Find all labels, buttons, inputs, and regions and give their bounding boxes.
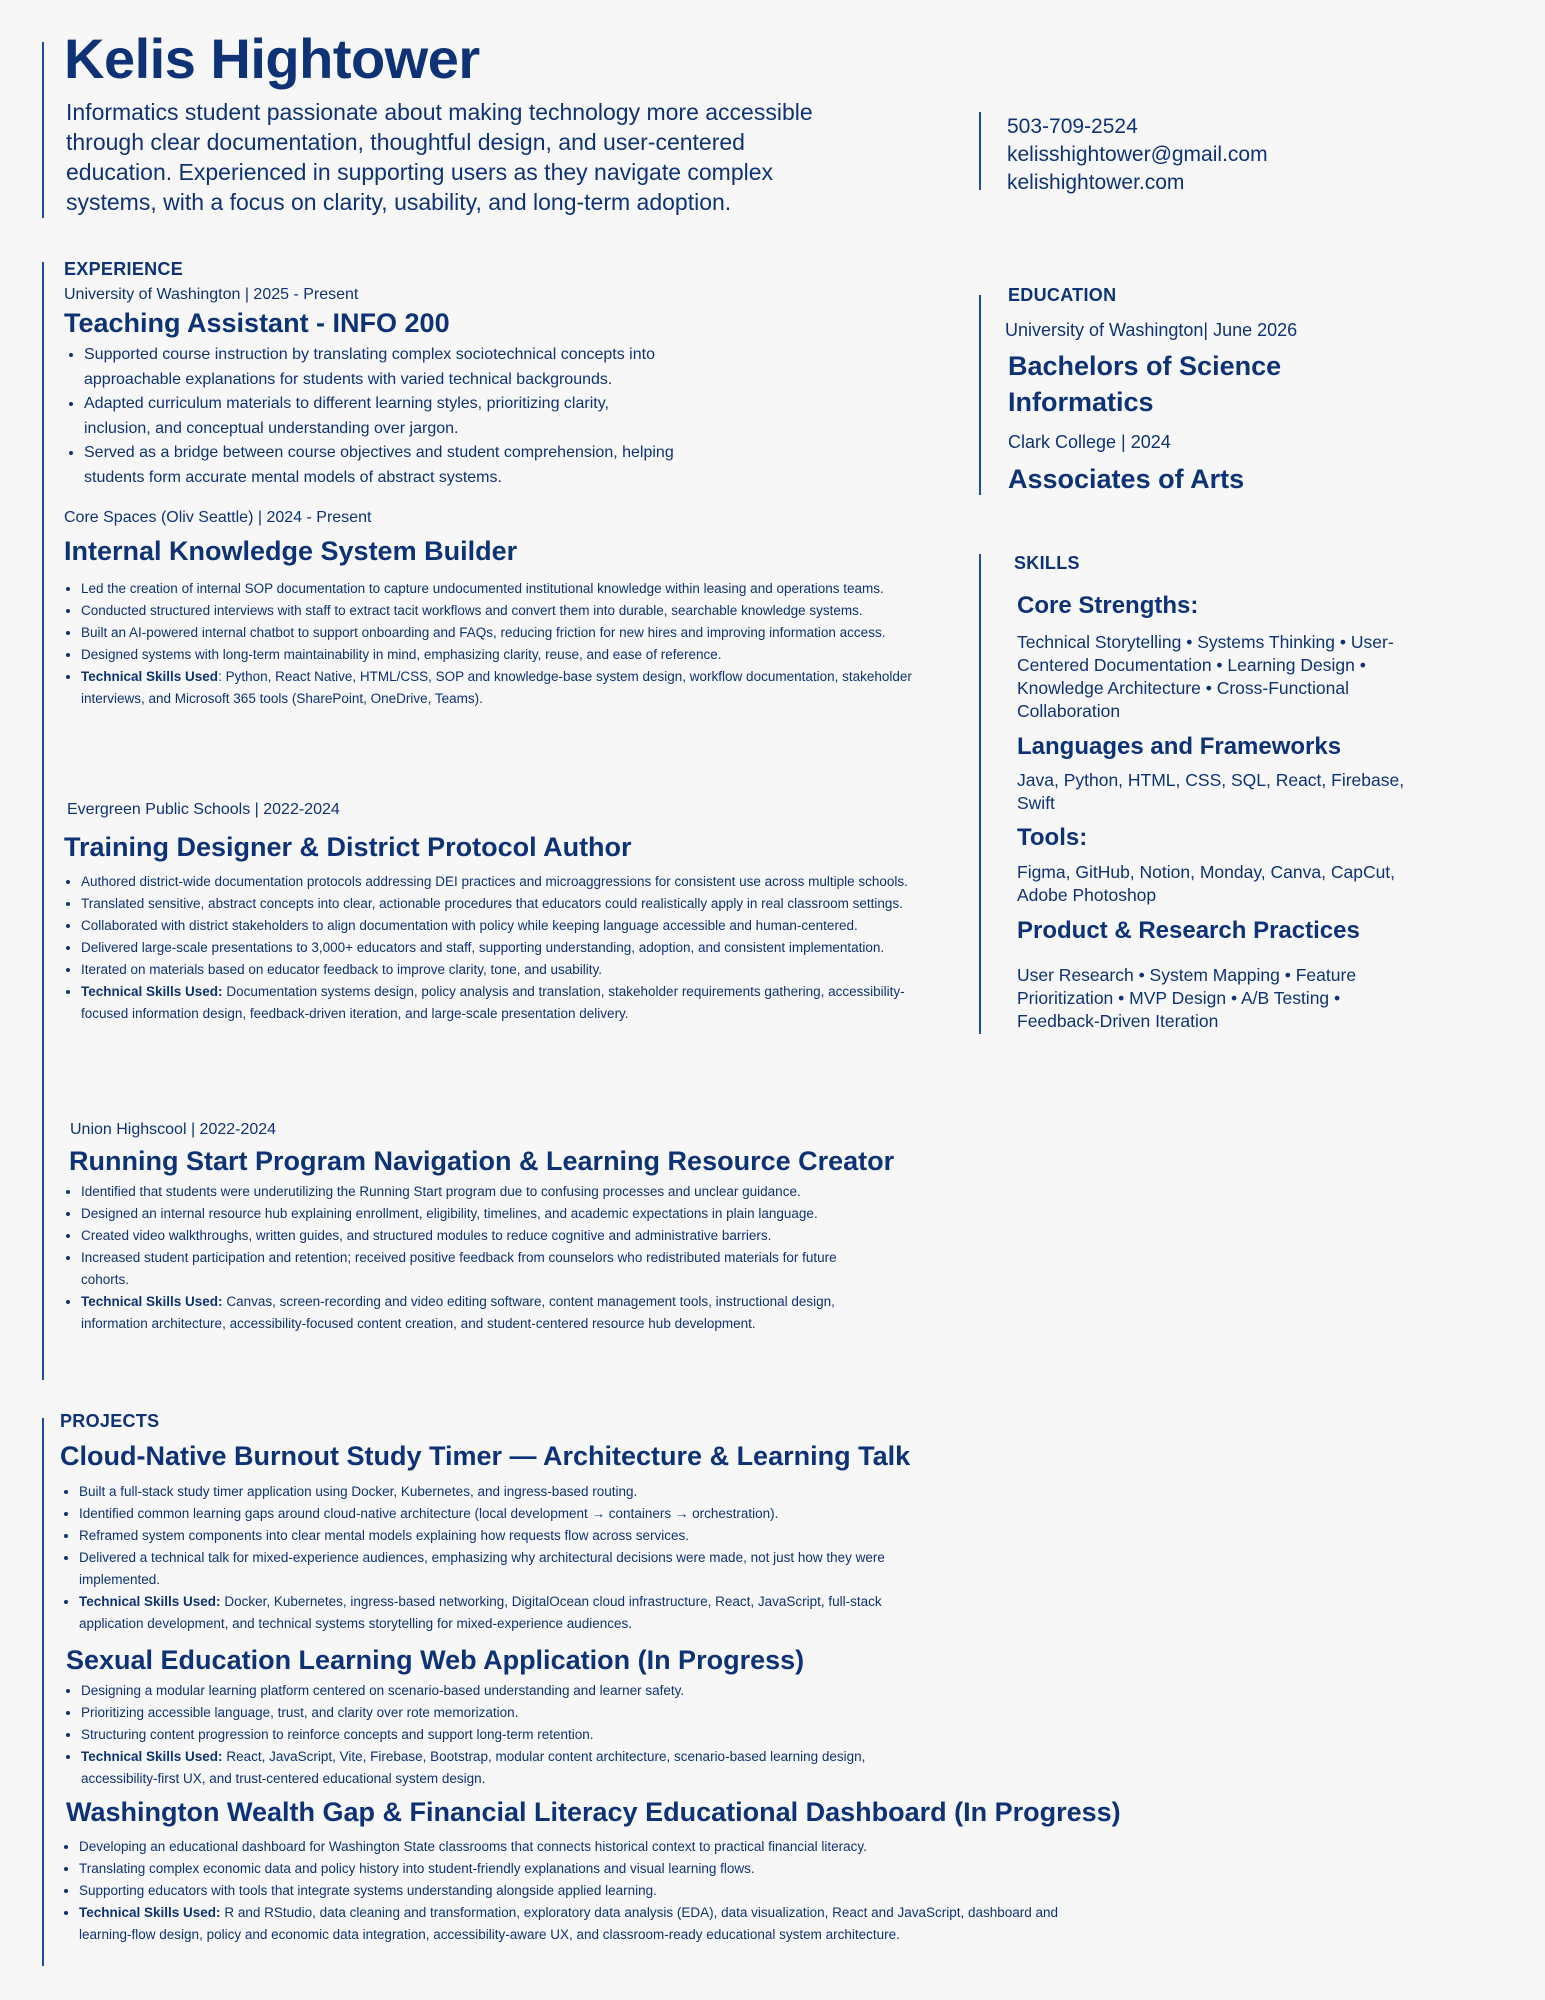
list-item: • Built a full-stack study timer application using Docker, Kubernetes, and ingress-based routing. — [79, 1481, 919, 1503]
skills-used-text: Canvas, screen-recording and video editing software, content management tools, instructional design, information architecture, accessibility-focused content creation, and student-centered resource hub development. — [81, 1294, 835, 1331]
skills-used-label: Technical Skills Used: — [81, 1749, 223, 1764]
skills-accent-bar — [979, 554, 981, 1034]
education-meta: University of Washington| June 2026 — [1005, 320, 1298, 340]
skill-group-text: Technical Storytelling • Systems Thinking • User-Centered Documentation • Learning Design • Knowledge Architecture • Cross-Functional Collaboration — [1017, 632, 1394, 721]
list-item: • Served as a bridge between course objectives and student comprehension, helping students form accurate mental models of abstract systems. — [84, 441, 674, 490]
list-item: • Designed an internal resource hub explaining enrollment, eligibility, timelines, and academic expectations in plain language. — [81, 1203, 871, 1225]
education-section-title: EDUCATION — [1008, 285, 1117, 305]
job-title: Training Designer & District Protocol Author — [64, 832, 632, 862]
job-title: Teaching Assistant - INFO 200 — [64, 308, 450, 338]
list-item — [81, 981, 931, 1025]
job-bullets — [64, 1181, 871, 1335]
list-item — [79, 1591, 919, 1635]
project-title: Cloud-Native Burnout Study Timer — Architecture & Learning Talk — [60, 1441, 911, 1471]
skills-used-text: Python, React Native, HTML/CSS, SOP and knowledge-base system design, workflow documentation, stakeholder interviews, and Microsoft 365 tools (SharePoint, OneDrive, Teams). — [81, 669, 912, 706]
list-item: • Delivered a technical talk for mixed-experience audiences, emphasizing why architectural decisions were made, not just how they were implemented. — [79, 1547, 919, 1591]
list-item: • Developing an educational dashboard for Washington State classrooms that connects historical context to practical financial literacy. — [79, 1836, 1069, 1858]
list-item: • Designed systems with long-term maintainability in mind, emphasizing clarity, reuse, and ease of reference. — [81, 644, 931, 666]
projects-section-title: PROJECTS — [60, 1411, 160, 1431]
skill-group-heading: Core Strengths: — [1017, 592, 1199, 619]
list-item: • Authored district-wide documentation protocols addressing DEI practices and microaggressions for consistent use across multiple schools. — [81, 871, 931, 893]
summary-text: Informatics student passionate about making technology more accessible through clear documentation, thoughtful design, and user-centered education. Experienced in supporting users as they navigate complex systems, with a focus on clarity, usability, and long-term adoption. — [66, 99, 813, 215]
list-item: • Prioritizing accessible language, trust, and clarity over rote memorization. — [81, 1702, 926, 1724]
project-bullets — [62, 1836, 1069, 1946]
skills-used-label: Technical Skills Used: — [79, 1594, 221, 1609]
job-meta: University of Washington | 2025 - Present — [64, 286, 359, 303]
education-accent-bar — [979, 295, 981, 495]
skills-used-label: Technical Skills Used: — [81, 1294, 223, 1309]
job-bullets — [64, 343, 674, 490]
skills-used-label: Technical Skills Used: — [79, 1905, 221, 1920]
list-item — [81, 1746, 926, 1790]
job-title: Internal Knowledge System Builder — [64, 536, 518, 566]
skills-used-label: Technical Skills Used — [81, 669, 219, 684]
list-item: • Translated sensitive, abstract concepts into clear, actionable procedures that educators could realistically apply in real classroom settings. — [81, 893, 931, 915]
list-item: • Supported course instruction by translating complex sociotechnical concepts into approachable explanations for students with varied technical backgrounds. — [84, 343, 674, 392]
skills-used-text: R and RStudio, data cleaning and transformation, exploratory data analysis (EDA), data visualization, React and JavaScript, dashboard and learning-flow design, policy and economic data integration, accessibility-aware UX, and classroom-ready educational system architecture. — [79, 1905, 1059, 1942]
list-item: • Adapted curriculum materials to different learning styles, prioritizing clarity, inclusion, and conceptual understanding over jargon. — [84, 392, 674, 441]
project-title: Sexual Education Learning Web Application (In Progress) — [66, 1645, 805, 1675]
job-meta: Union Highscool | 2022-2024 — [70, 1121, 277, 1138]
job-meta: Core Spaces (Oliv Seattle) | 2024 - Present — [64, 509, 372, 526]
list-item: • Iterated on materials based on educator feedback to improve clarity, tone, and usability. — [81, 959, 931, 981]
contact-accent-bar — [979, 112, 981, 190]
skills-used-text: React, JavaScript, Vite, Firebase, Bootstrap, modular content architecture, scenario-based learning design, accessibility-first UX, and trust-centered educational system design. — [81, 1749, 866, 1786]
contact-phone[interactable]: 503-709-2524 — [1007, 115, 1138, 138]
job-meta: Evergreen Public Schools | 2022-2024 — [67, 801, 340, 818]
list-item: • Built an AI-powered internal chatbot to support onboarding and FAQs, reducing friction for new hires and improving information access. — [81, 622, 931, 644]
skills-used-text: Docker, Kubernetes, ingress-based networking, DigitalOcean cloud infrastructure, React, JavaScript, full-stack application development, and technical systems storytelling for mixed-experience audiences. — [79, 1594, 882, 1631]
skill-group-text: Java, Python, HTML, CSS, SQL, React, Firebase, Swift — [1017, 770, 1405, 813]
list-item: • Identified common learning gaps around cloud-native architecture (local development → containers → orchestration). — [79, 1503, 919, 1525]
list-item: • Conducted structured interviews with staff to extract tacit workflows and convert them into durable, searchable knowledge systems. — [81, 600, 931, 622]
list-item: • Identified that students were underutilizing the Running Start program due to confusing processes and unclear guidance. — [81, 1181, 871, 1203]
skills-used-text: Documentation systems design, policy analysis and translation, stakeholder requirements gathering, accessibility-focused information design, feedback-driven iteration, and large-scale presentation delivery. — [81, 984, 905, 1021]
contact-block — [1007, 113, 1268, 197]
project-title: Washington Wealth Gap & Financial Literacy Educational Dashboard (In Progress) — [66, 1797, 1121, 1827]
job-bullets — [64, 871, 931, 1025]
list-item: • Translating complex economic data and policy history into student-friendly explanations and visual learning flows. — [79, 1858, 1069, 1880]
list-item: • Designing a modular learning platform centered on scenario-based understanding and learner safety. — [81, 1680, 926, 1702]
skill-group-text: Figma, GitHub, Notion, Monday, Canva, CapCut, Adobe Photoshop — [1017, 862, 1396, 905]
experience-section-title: EXPERIENCE — [64, 259, 184, 279]
list-item: • Structuring content progression to reinforce concepts and support long-term retention. — [81, 1724, 926, 1746]
list-item: • Created video walkthroughs, written guides, and structured modules to reduce cognitive and administrative barriers. — [81, 1225, 871, 1247]
list-item — [81, 1291, 871, 1335]
list-item: • Delivered large-scale presentations to 3,000+ educators and staff, supporting understanding, adoption, and consistent implementation. — [81, 937, 931, 959]
list-item — [79, 1902, 1069, 1946]
job-title: Running Start Program Navigation & Learning Resource Creator — [69, 1146, 895, 1176]
education-degree: Associates of Arts — [1008, 464, 1245, 494]
contact-website[interactable]: kelishightower.com — [1007, 171, 1185, 194]
list-item: • Led the creation of internal SOP documentation to capture undocumented institutional knowledge within leasing and operations teams. — [81, 578, 931, 600]
list-item: • Supporting educators with tools that integrate systems understanding alongside applied learning. — [79, 1880, 1069, 1902]
list-item: • Technical Skills Used: Python, React Native, HTML/CSS, SOP and knowledge-base system design, workflow documentation, stakeholder interviews, and Microsoft 365 tools (SharePoint, OneDrive, Teams). — [81, 666, 931, 710]
header-accent-bar — [42, 42, 44, 218]
skill-group-text: User Research • System Mapping • Feature Prioritization • MVP Design • A/B Testing • Feedback-Driven Iteration — [1017, 965, 1357, 1031]
job-bullets — [64, 578, 931, 710]
education-degree: Bachelors of Science Informatics — [1008, 351, 1282, 417]
list-item: • Reframed system components into clear mental models explaining how requests flow across services. — [79, 1525, 919, 1547]
contact-email[interactable]: kelisshightower@gmail.com — [1007, 143, 1268, 166]
skill-group-heading: Product & Research Practices — [1017, 917, 1360, 944]
project-bullets — [62, 1481, 919, 1635]
skill-group-heading: Languages and Frameworks — [1017, 733, 1342, 760]
projects-accent-bar — [42, 1418, 44, 1966]
experience-accent-bar — [42, 262, 44, 1380]
skills-section-title: SKILLS — [1014, 553, 1080, 573]
education-meta: Clark College | 2024 — [1008, 432, 1171, 452]
project-bullets — [64, 1680, 926, 1790]
skill-group-heading: Tools: — [1017, 824, 1088, 851]
list-item: • Increased student participation and retention; received positive feedback from counselors who redistributed materials for future cohorts. — [81, 1247, 871, 1291]
candidate-name: Kelis Hightower — [64, 27, 480, 90]
list-item: • Collaborated with district stakeholders to align documentation with policy while keeping language accessible and human-centered. — [81, 915, 931, 937]
skills-used-label: Technical Skills Used: — [81, 984, 223, 999]
